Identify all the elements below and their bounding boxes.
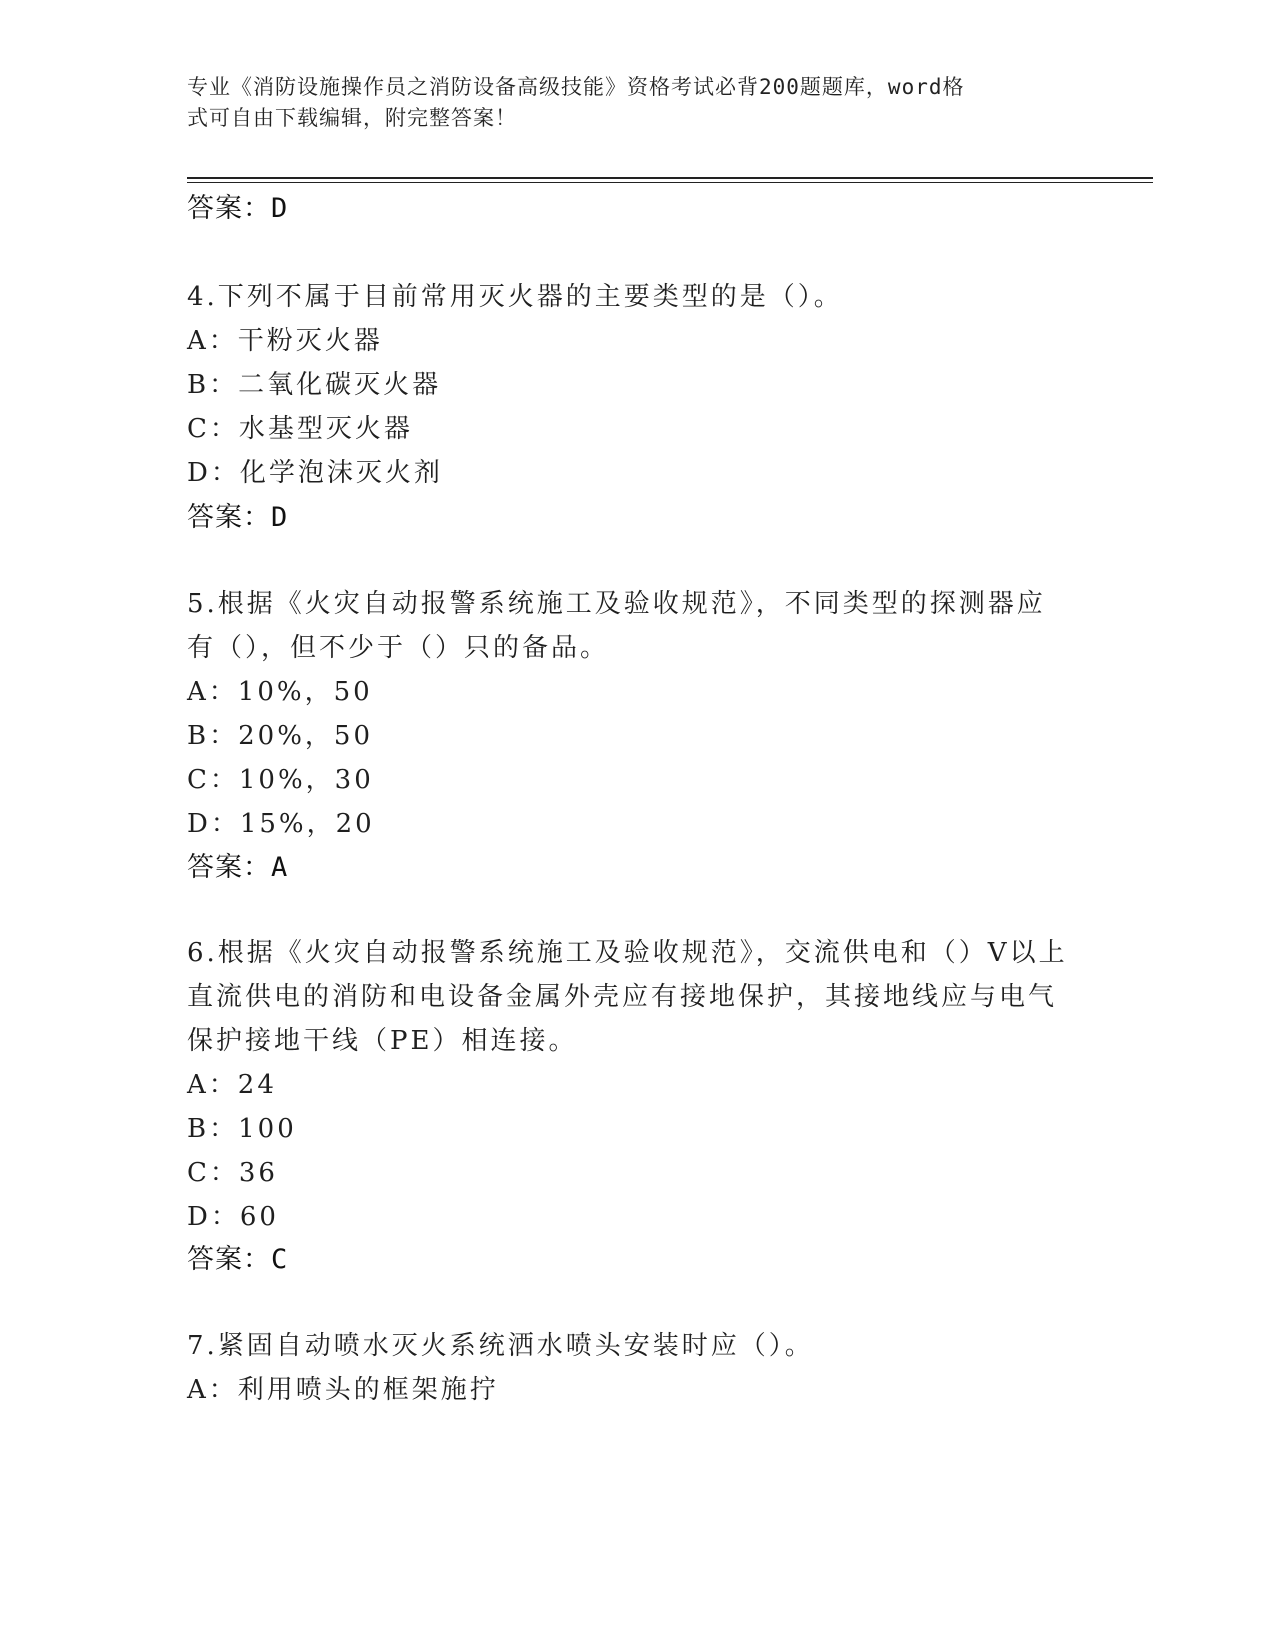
answer-label: 答案： bbox=[187, 852, 271, 883]
answer-value: A bbox=[271, 852, 289, 883]
question-5-answer bbox=[187, 845, 288, 884]
question-4-text: 4.下列不属于目前常用灭火器的主要类型的是（）。 bbox=[187, 282, 843, 312]
question-4-option-b: B：二氧化碳灭火器 bbox=[187, 370, 442, 400]
answer-label: 答案： bbox=[187, 193, 271, 224]
question-5-option-d: D：15%，20 bbox=[187, 809, 375, 839]
answer-value: C bbox=[271, 1244, 289, 1275]
header-line-1: 专业《消防设施操作员之消防设备高级技能》资格考试必背200题题库，word格 bbox=[187, 75, 965, 99]
question-6-text-line-1: 6.根据《火灾自动报警系统施工及验收规范》，交流供电和（）V以上 bbox=[187, 938, 1068, 968]
header-divider-thin bbox=[187, 182, 1153, 183]
question-6-option-a: A：24 bbox=[187, 1070, 277, 1100]
question-7-option-a: A：利用喷头的框架施拧 bbox=[187, 1375, 499, 1405]
question-6-option-c: C：36 bbox=[187, 1158, 278, 1188]
question-7-text: 7.紧固自动喷水灭火系统洒水喷头安装时应（）。 bbox=[187, 1331, 814, 1361]
answer-label: 答案： bbox=[187, 502, 271, 533]
question-6-option-d: D：60 bbox=[187, 1202, 279, 1232]
question-6-option-b: B：100 bbox=[187, 1114, 297, 1144]
question-5-option-c: C：10%，30 bbox=[187, 765, 374, 795]
question-5-option-a: A：10%，50 bbox=[187, 677, 373, 707]
document-header bbox=[187, 72, 1067, 134]
question-6-answer bbox=[187, 1237, 288, 1276]
answer-label: 答案： bbox=[187, 1244, 271, 1275]
question-6-text-line-2: 直流供电的消防和电设备金属外壳应有接地保护，其接地线应与电气 bbox=[187, 982, 1058, 1012]
question-5-option-b: B：20%，50 bbox=[187, 721, 373, 751]
answer-value: D bbox=[271, 502, 289, 533]
question-4-answer bbox=[187, 495, 288, 534]
question-5-text-line-2: 有（），但不少于（）只的备品。 bbox=[187, 633, 610, 663]
answer-value: D bbox=[271, 193, 289, 224]
question-4-option-d: D：化学泡沫灭火剂 bbox=[187, 458, 443, 488]
question-5-text-line-1: 5.根据《火灾自动报警系统施工及验收规范》，不同类型的探测器应 bbox=[187, 589, 1046, 619]
header-line-2: 式可自由下载编辑，附完整答案！ bbox=[187, 106, 517, 130]
question-4-option-c: C：水基型灭火器 bbox=[187, 414, 413, 444]
header-divider bbox=[187, 177, 1153, 179]
question-4-option-a: A：干粉灭火器 bbox=[187, 326, 383, 356]
question-6-text-line-3: 保护接地干线（PE）相连接。 bbox=[187, 1026, 578, 1056]
previous-answer bbox=[187, 186, 288, 225]
